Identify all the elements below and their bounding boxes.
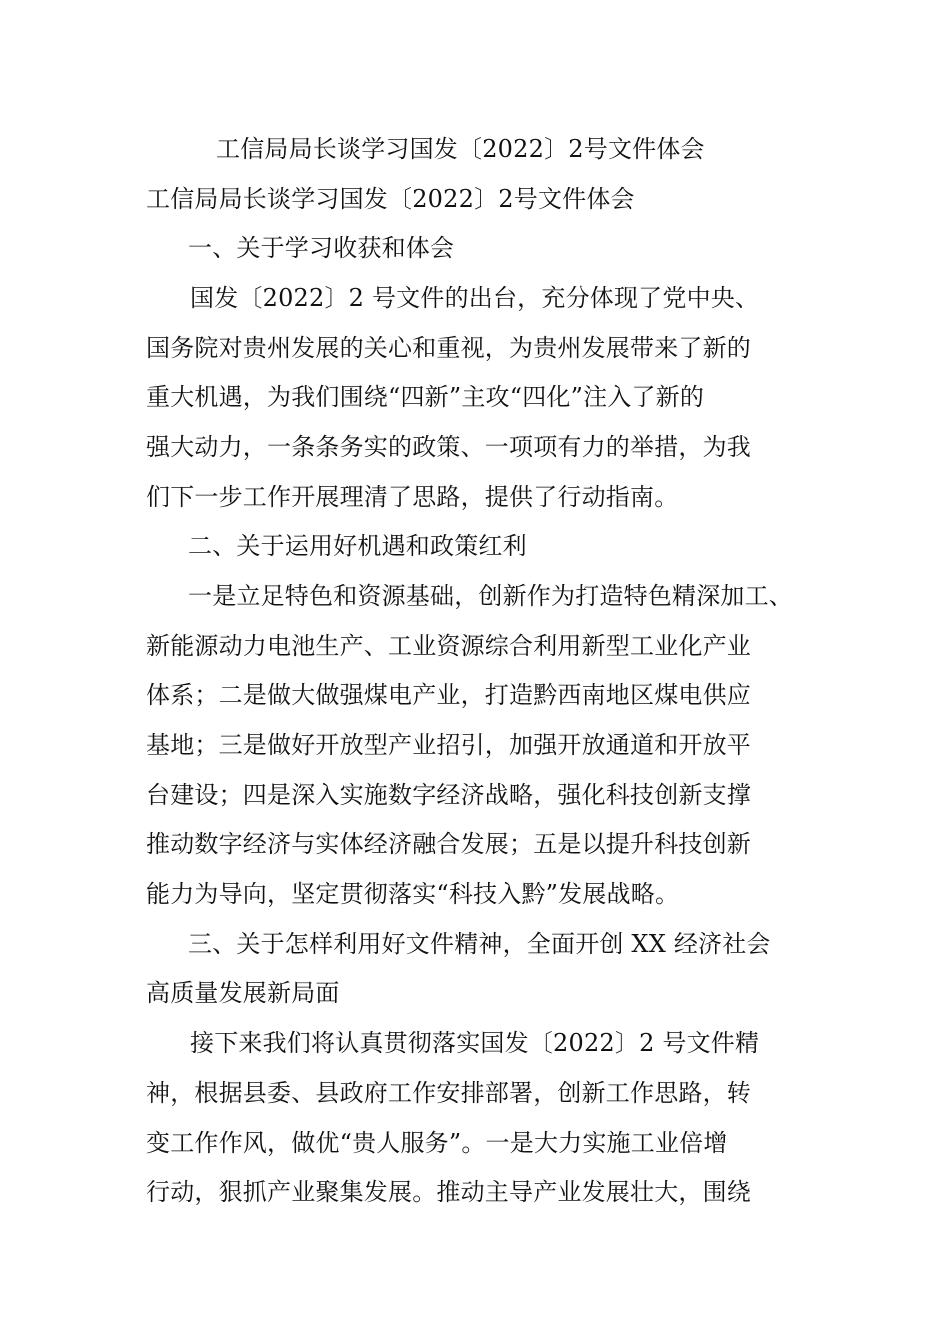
- paragraph-line: 国务院对贵州发展的关心和重视，为贵州发展带来了新的: [146, 334, 751, 362]
- heading-3-continued: 高质量发展新局面: [146, 979, 340, 1007]
- heading-3: 三、关于怎样利用好文件精神，全面开创 XX 经济社会: [188, 930, 771, 958]
- paragraph-line: 神，根据县委、县政府工作安排部署，创新工作思路，转: [146, 1079, 751, 1107]
- paragraph-line: 台建设；四是深入实施数字经济战略，强化科技创新支撑: [146, 781, 751, 809]
- paragraph-line: 们下一步工作开展理清了思路，提供了行动指南。: [146, 483, 679, 511]
- document-title: 工信局局长谈学习国发〔2022〕2号文件体会: [216, 135, 705, 163]
- paragraph-line: 行动，狠抓产业聚集发展。推动主导产业发展壮大，围绕: [146, 1178, 751, 1206]
- paragraph-line: 体系；二是做大做强煤电产业，打造黔西南地区煤电供应: [146, 681, 751, 709]
- paragraph-line: 基地；三是做好开放型产业招引，加强开放通道和开放平: [146, 731, 751, 759]
- paragraph-line: 接下来我们将认真贯彻落实国发〔2022〕2 号文件精: [190, 1029, 760, 1057]
- paragraph-line: 推动数字经济与实体经济融合发展；五是以提升科技创新: [146, 830, 751, 858]
- paragraph-line: 新能源动力电池生产、工业资源综合利用新型工业化产业: [146, 632, 751, 660]
- paragraph-line: 强大动力，一条条务实的政策、一项项有力的举措，为我: [146, 433, 751, 461]
- paragraph-line: 变工作作风，做优“贵人服务”。一是大力实施工业倍增: [146, 1129, 728, 1157]
- heading-2: 二、关于运用好机遇和政策红利: [188, 532, 527, 560]
- paragraph-line: 国发〔2022〕2 号文件的出台，充分体现了党中央、: [190, 284, 760, 312]
- paragraph-line: 重大机遇，为我们围绕“四新”主攻“四化”注入了新的: [146, 383, 705, 411]
- paragraph-line: 一是立足特色和资源基础，创新作为打造特色精深加工、: [188, 582, 793, 610]
- paragraph-line: 能力为导向，坚定贯彻落实“科技入黔”发展战略。: [146, 880, 680, 908]
- heading-1: 一、关于学习收获和体会: [188, 234, 455, 262]
- document-subtitle: 工信局局长谈学习国发〔2022〕2号文件体会: [146, 185, 635, 213]
